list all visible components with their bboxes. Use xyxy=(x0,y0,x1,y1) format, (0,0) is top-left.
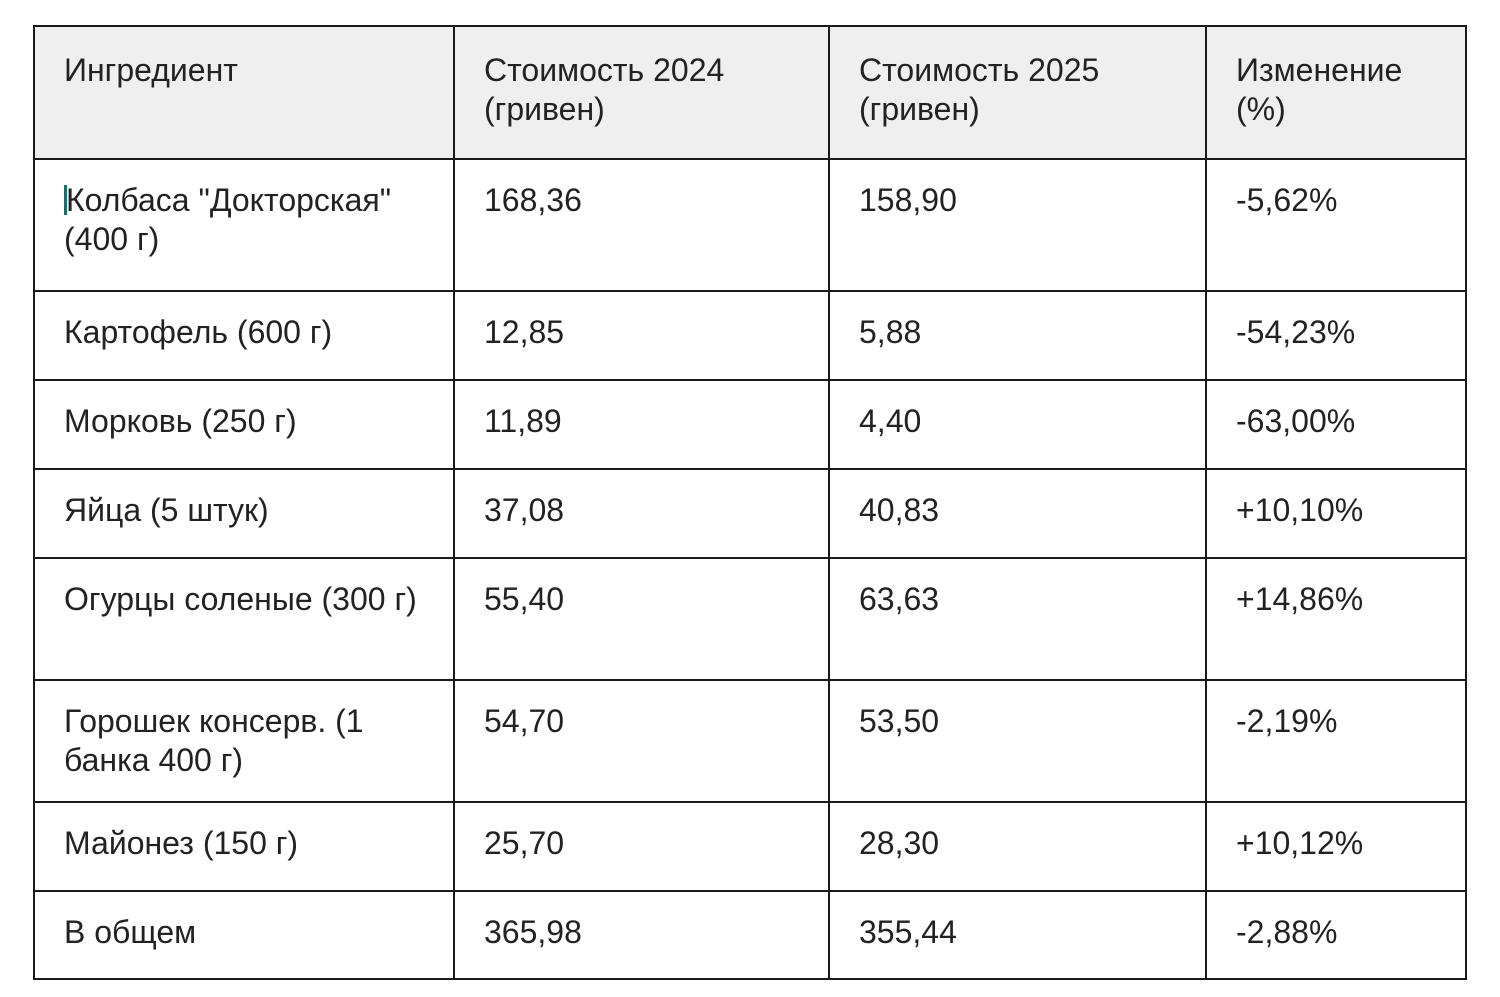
total-label-cell[interactable]: В общем xyxy=(34,891,454,979)
ingredient-cell[interactable]: Картофель (600 г) xyxy=(34,291,454,380)
change-cell[interactable]: +10,12% xyxy=(1206,802,1466,891)
cost-2025-cell[interactable]: 63,63 xyxy=(829,558,1206,680)
table-row xyxy=(34,159,1466,291)
cost-2025-cell[interactable]: 53,50 xyxy=(829,680,1206,802)
ingredient-cell[interactable]: Огурцы соленые (300 г) xyxy=(34,558,454,680)
total-cost-2024-cell[interactable]: 365,98 xyxy=(454,891,829,979)
table-row xyxy=(34,291,1466,380)
change-cell[interactable]: -2,19% xyxy=(1206,680,1466,802)
table-row xyxy=(34,680,1466,802)
ingredient-cell[interactable]: Яйца (5 штук) xyxy=(34,469,454,558)
ingredient-cell[interactable]: Горошек консерв. (1 банка 400 г) xyxy=(34,680,454,802)
change-cell[interactable]: -54,23% xyxy=(1206,291,1466,380)
cost-2024-cell[interactable]: 12,85 xyxy=(454,291,829,380)
table-row xyxy=(34,380,1466,469)
price-comparison-table-container xyxy=(33,25,1465,980)
total-cost-2025-cell[interactable]: 355,44 xyxy=(829,891,1206,979)
change-cell[interactable]: -63,00% xyxy=(1206,380,1466,469)
cost-2024-cell[interactable]: 37,08 xyxy=(454,469,829,558)
cost-2025-cell[interactable]: 28,30 xyxy=(829,802,1206,891)
cost-2024-cell[interactable]: 11,89 xyxy=(454,380,829,469)
change-cell[interactable]: -5,62% xyxy=(1206,159,1466,291)
header-cost-2025: Стоимость 2025 (гривен) xyxy=(829,26,1206,159)
change-cell[interactable]: +10,10% xyxy=(1206,469,1466,558)
cost-2024-cell[interactable]: 168,36 xyxy=(454,159,829,291)
cost-2025-cell[interactable]: 4,40 xyxy=(829,380,1206,469)
ingredient-cell[interactable]: Майонез (150 г) xyxy=(34,802,454,891)
header-cost-2024: Стоимость 2024 (гривен) xyxy=(454,26,829,159)
total-row xyxy=(34,891,1466,979)
header-row xyxy=(34,26,1466,159)
cost-2024-cell[interactable]: 25,70 xyxy=(454,802,829,891)
cost-2025-cell[interactable]: 5,88 xyxy=(829,291,1206,380)
table-row xyxy=(34,558,1466,680)
cost-2025-cell[interactable]: 158,90 xyxy=(829,159,1206,291)
table-row xyxy=(34,469,1466,558)
header-change-percent: Изменение (%) xyxy=(1206,26,1466,159)
cost-2024-cell[interactable]: 54,70 xyxy=(454,680,829,802)
change-cell[interactable]: +14,86% xyxy=(1206,558,1466,680)
table-header xyxy=(34,26,1466,159)
price-comparison-table xyxy=(33,25,1467,980)
cost-2024-cell[interactable]: 55,40 xyxy=(454,558,829,680)
ingredient-cell[interactable] xyxy=(34,159,454,291)
header-ingredient: Ингредиент xyxy=(34,26,454,159)
table-body xyxy=(34,159,1466,979)
total-change-cell[interactable]: -2,88% xyxy=(1206,891,1466,979)
cost-2025-cell[interactable]: 40,83 xyxy=(829,469,1206,558)
ingredient-name: Колбаса "Докторская" (400 г) xyxy=(64,182,392,257)
table-row xyxy=(34,802,1466,891)
ingredient-cell[interactable]: Морковь (250 г) xyxy=(34,380,454,469)
